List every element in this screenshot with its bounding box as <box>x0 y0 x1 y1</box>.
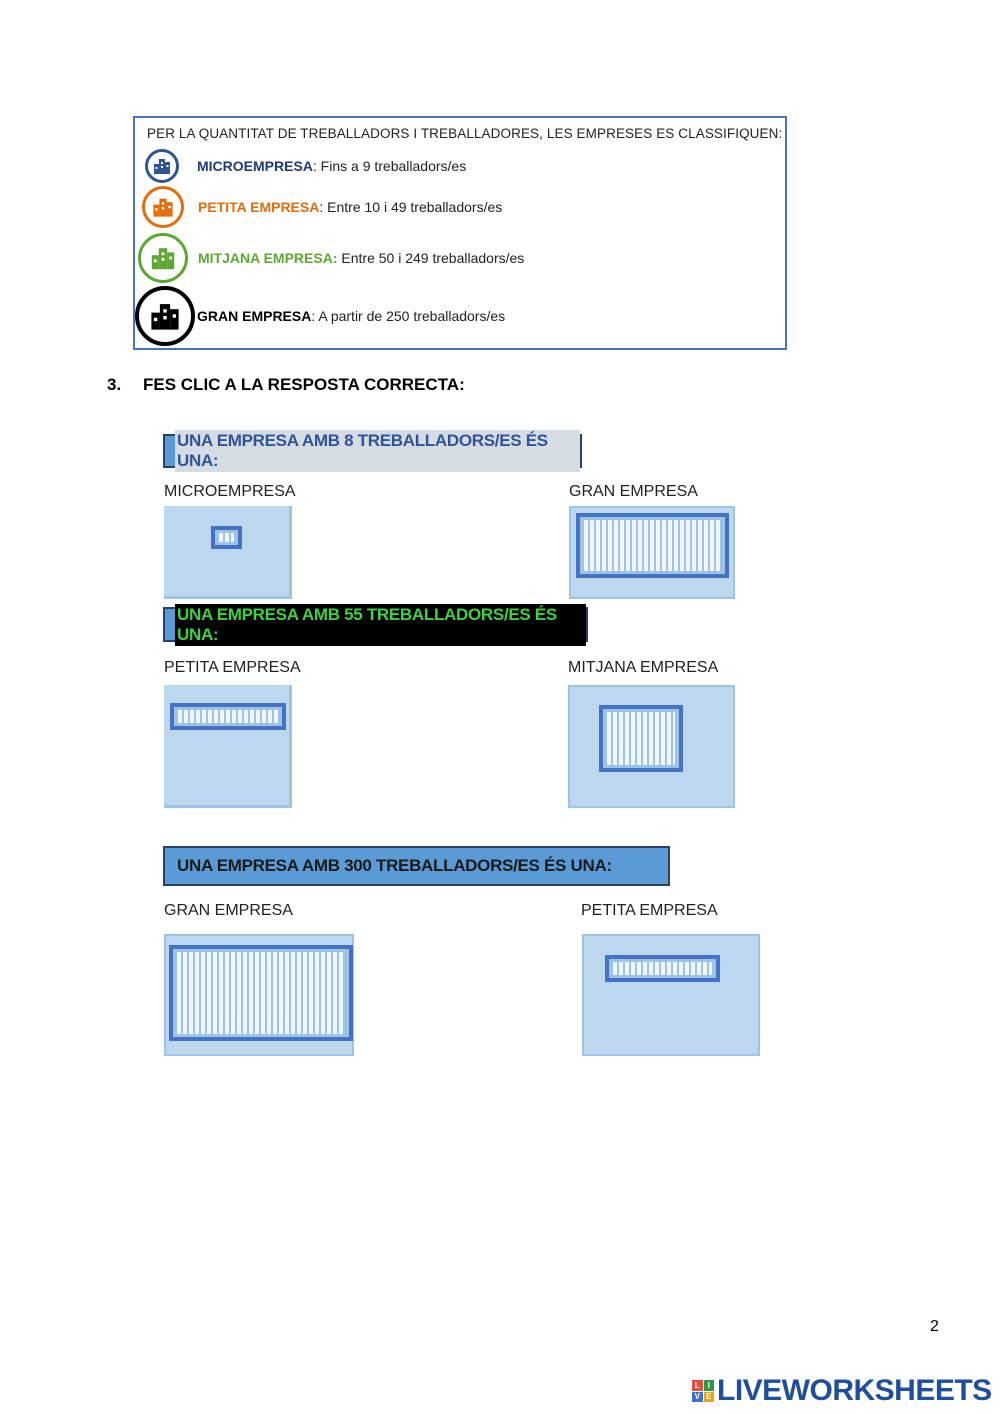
classification-box <box>133 116 787 350</box>
row-desc: Entre 50 i 249 treballadors/es <box>337 250 525 266</box>
answer-option-petita-empresa[interactable] <box>582 934 760 1056</box>
row-desc: : Entre 10 i 49 treballadors/es <box>319 199 503 215</box>
question-text: UNA EMPRESA AMB 8 TREBALLADORS/ES ÉS UNA: <box>175 430 580 472</box>
row-mitjana-empresa <box>138 233 524 283</box>
answer-option-gran-empresa[interactable] <box>164 934 354 1056</box>
option-label: MITJANA EMPRESA <box>568 659 719 676</box>
row-desc: : Fins a 9 treballadors/es <box>312 158 467 174</box>
answer-target[interactable] <box>599 705 683 772</box>
row-name: MICROEMPRESA <box>197 158 313 174</box>
row-name: PETITA EMPRESA <box>198 199 320 215</box>
question-text: UNA EMPRESA AMB 55 TREBALLADORS/ES ÉS UNA: <box>175 604 586 646</box>
row-name: MITJANA EMPRESA: <box>198 250 338 266</box>
option-label: MICROEMPRESA <box>164 483 296 500</box>
logo-text: LIVEWORKSHEETS <box>717 1374 992 1407</box>
answer-target[interactable] <box>169 945 353 1041</box>
option-label: PETITA EMPRESA <box>164 659 301 676</box>
liveworksheets-logo <box>692 1374 992 1408</box>
answer-target[interactable] <box>211 526 242 549</box>
option-label: PETITA EMPRESA <box>581 902 718 919</box>
answer-target[interactable] <box>576 513 729 578</box>
building-icon <box>142 186 184 228</box>
section-number: 3. <box>107 375 122 394</box>
answer-option-petita-empresa[interactable] <box>164 685 292 808</box>
answer-target[interactable] <box>170 703 286 730</box>
building-icon <box>145 149 179 183</box>
row-microempresa <box>145 149 466 183</box>
page-number: 2 <box>930 1318 939 1335</box>
row-desc: : A partir de 250 treballadors/es <box>311 308 506 324</box>
option-label: GRAN EMPRESA <box>569 483 698 500</box>
section-heading <box>107 375 465 395</box>
classification-title: PER LA QUANTITAT DE TREBALLADORS I TREBALLADORES, LES EMPRESES ES CLASSIFIQUEN: <box>147 126 783 141</box>
building-icon <box>138 233 188 283</box>
building-icon <box>135 286 195 346</box>
question-bar <box>163 431 582 470</box>
question-text: UNA EMPRESA AMB 300 TREBALLADORS/ES ÉS UNA: <box>177 856 612 875</box>
question-bar <box>163 846 670 886</box>
answer-option-mitjana-empresa[interactable] <box>568 685 735 808</box>
row-gran-empresa <box>135 286 505 346</box>
answer-option-microempresa[interactable] <box>164 506 292 599</box>
answer-option-gran-empresa[interactable] <box>569 506 735 599</box>
row-name: GRAN EMPRESA <box>197 308 312 324</box>
section-title: FES CLIC A LA RESPOSTA CORRECTA: <box>143 375 465 394</box>
logo-mark-icon: L I V E <box>692 1380 714 1402</box>
option-label: GRAN EMPRESA <box>164 902 293 919</box>
answer-target[interactable] <box>605 955 720 982</box>
row-petita-empresa <box>142 186 502 228</box>
question-bar <box>163 604 588 644</box>
